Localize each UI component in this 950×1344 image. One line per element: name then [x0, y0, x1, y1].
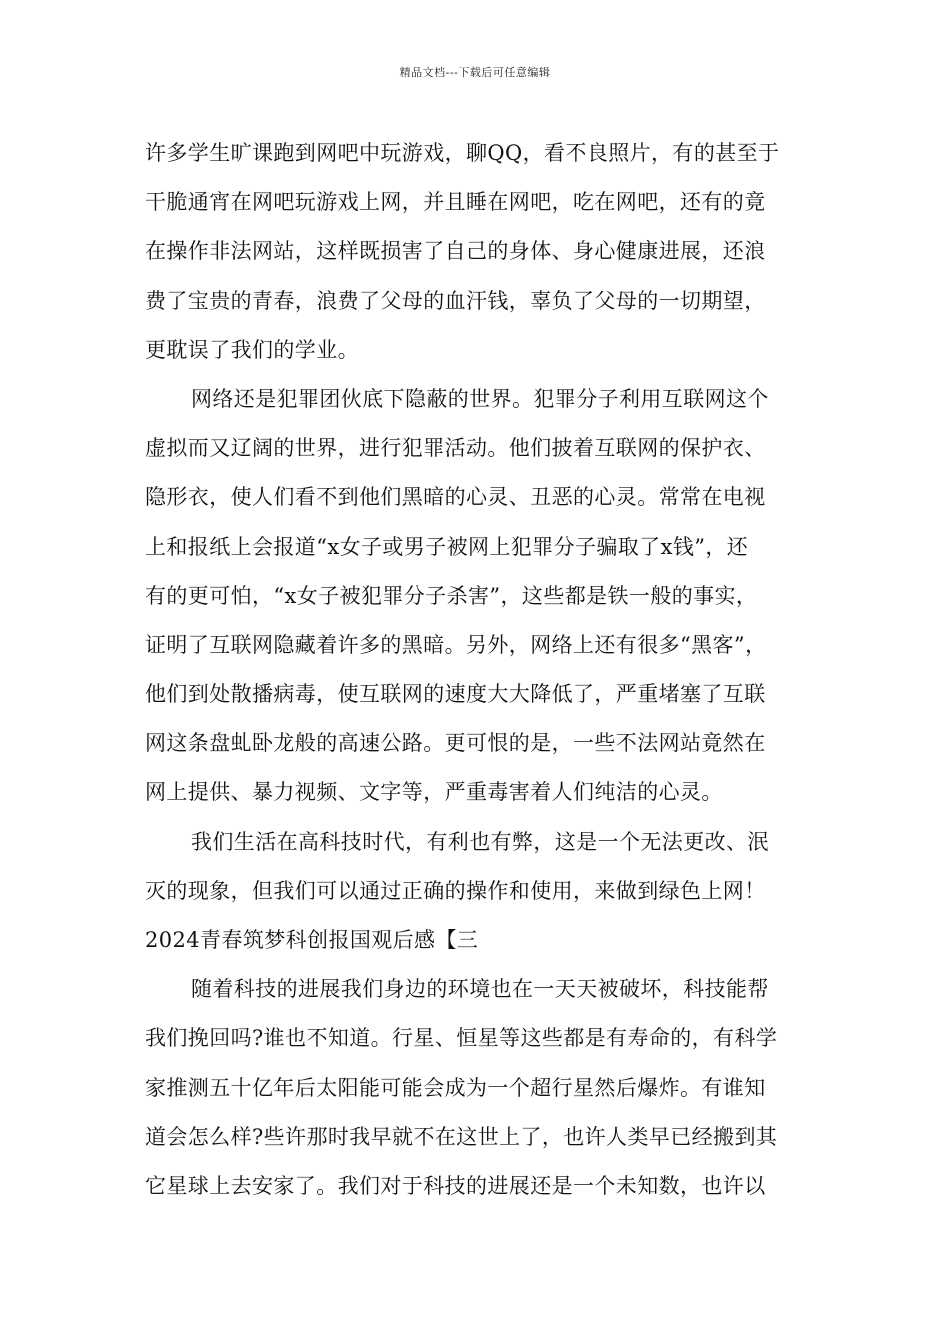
text-line: 家推测五十亿年后太阳能可能会成为一个超行星然后爆炸。有谁知 — [145, 1075, 766, 1100]
page-header: 精品文档---下载后可任意编辑 — [399, 66, 551, 79]
text-line: 虚拟而又辽阔的世界，进行犯罪活动。他们披着互联网的保护衣、 — [145, 436, 766, 461]
text-line: 证明了互联网隐藏着许多的黑暗。另外，网络上还有很多“黑客”， — [145, 632, 767, 657]
text-line: 更耽误了我们的学业。 — [145, 337, 359, 362]
text-line: 我们挽回吗?谁也不知道。行星、恒星等这些都是有寿命的，有科学 — [145, 1026, 778, 1051]
section-heading: 2024青春筑梦科创报国观后感【三 — [145, 928, 479, 952]
text-line: 网这条盘虬卧龙般的高速公路。更可恨的是，一些不法网站竟然在 — [145, 731, 766, 756]
text-line: 在操作非法网站，这样既损害了自己的身体、身心健康进展，还浪 — [145, 239, 766, 264]
text-line: 网上提供、暴力视频、文字等，严重毒害着人们纯洁的心灵。 — [145, 780, 723, 805]
text-line: 许多学生旷课跑到网吧中玩游戏，聊QQ，看不良照片，有的甚至于 — [145, 141, 780, 165]
text-line: 上和报纸上会报道“x女子或男子被网上犯罪分子骗取了x钱”，还 — [145, 534, 749, 559]
paragraph-first-line: 我们生活在高科技时代，有利也有弊，这是一个无法更改、泯 — [191, 829, 769, 854]
paragraph-first-line: 随着科技的进展我们身边的环境也在一天天被破坏，科技能帮 — [191, 977, 769, 1002]
text-line: 费了宝贵的青春，浪费了父母的血汗钱，辜负了父母的一切期望， — [145, 288, 766, 313]
paragraph-first-line: 网络还是犯罪团伙底下隐蔽的世界。犯罪分子利用互联网这个 — [191, 386, 769, 411]
text-line: 他们到处散播病毒，使互联网的速度大大降低了，严重堵塞了互联 — [145, 682, 766, 707]
text-line: 道会怎么样?些许那时我早就不在这世上了，也许人类早已经搬到其 — [145, 1124, 778, 1149]
text-line: 灭的现象，但我们可以通过正确的操作和使用，来做到绿色上网！ — [145, 878, 766, 903]
text-line: 隐形衣，使人们看不到他们黑暗的心灵、丑恶的心灵。常常在电视 — [145, 485, 766, 510]
text-line: 干脆通宵在网吧玩游戏上网，并且睡在网吧，吃在网吧，还有的竟 — [145, 190, 766, 215]
text-line: 它星球上去安家了。我们对于科技的进展还是一个未知数，也许以 — [145, 1173, 766, 1198]
document-body — [145, 129, 825, 1211]
text-line: 有的更可怕，“x女子被犯罪分子杀害”，这些都是铁一般的事实， — [145, 583, 758, 608]
